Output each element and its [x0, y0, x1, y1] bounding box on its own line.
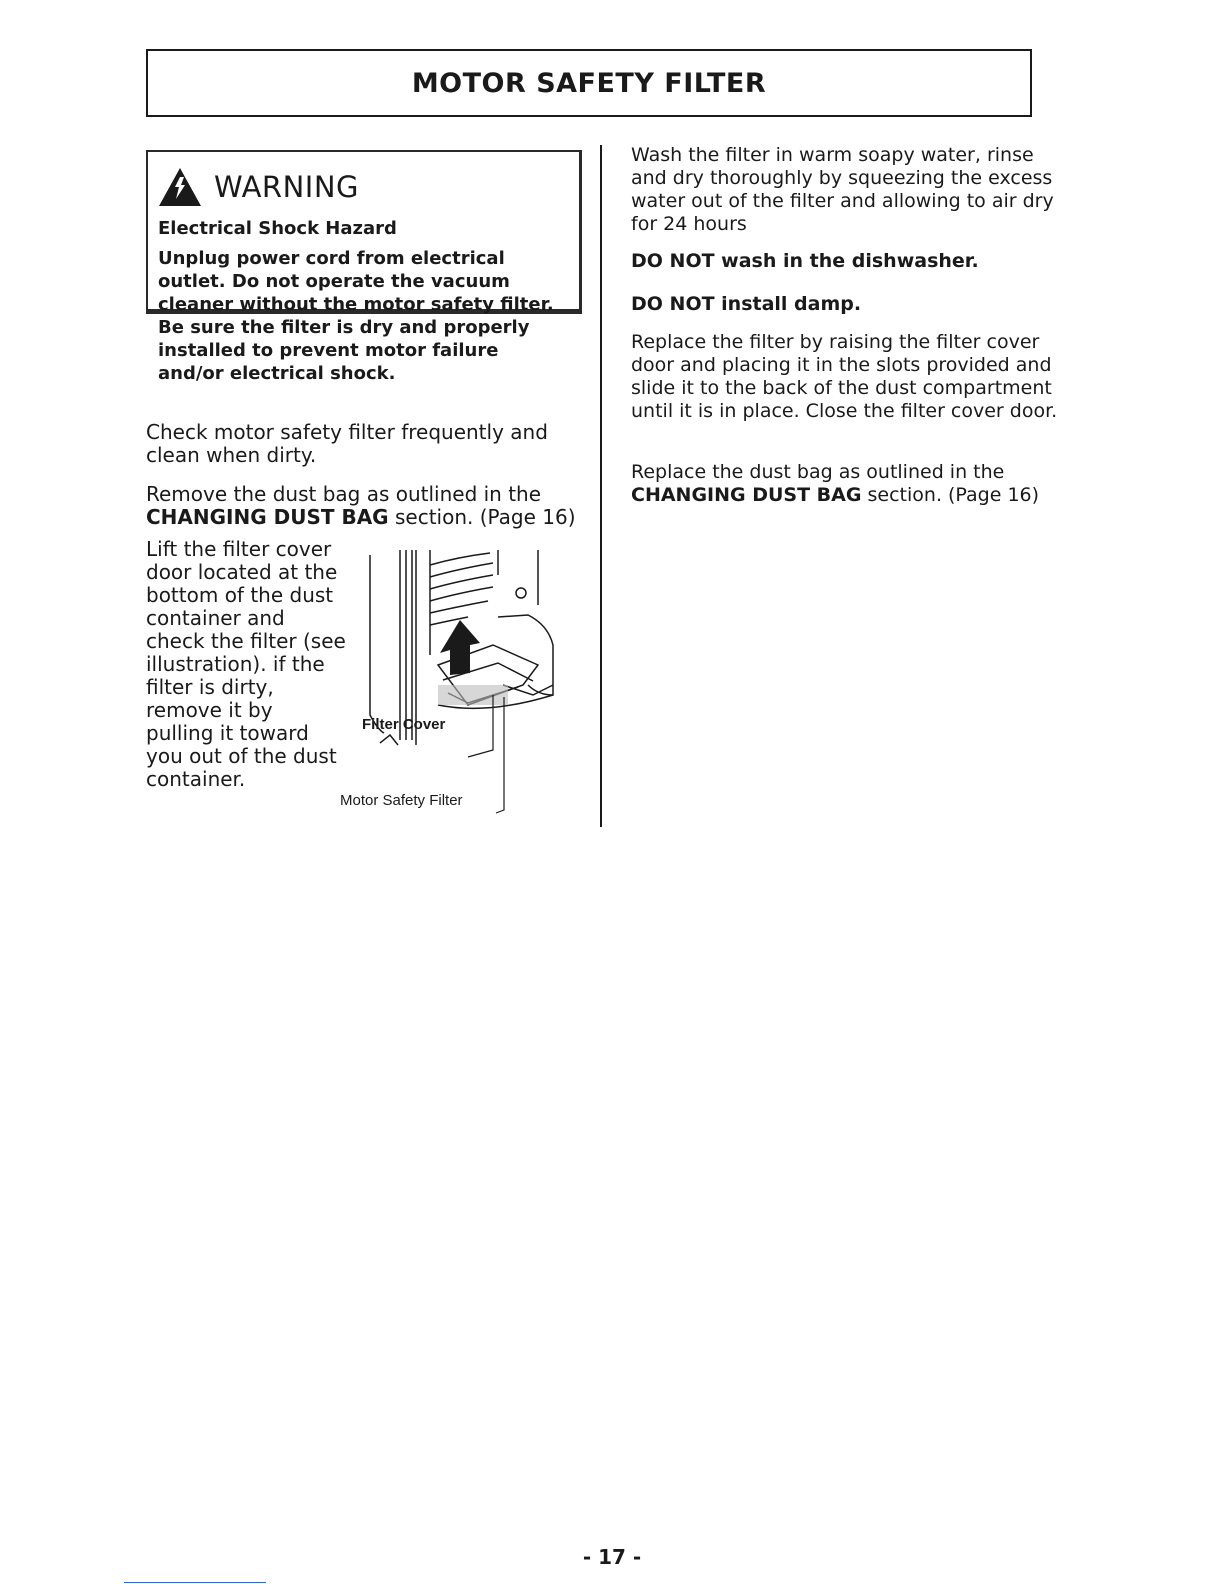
check-filter-paragraph: Check motor safety filter frequently and clean when dirty. [146, 420, 548, 467]
remove-dust-bag-text: Remove the dust bag as outlined in the [146, 482, 542, 506]
replace-dust-bag-tail: section. (Page 16) [867, 484, 1040, 506]
warning-header [158, 162, 567, 212]
replace-dust-bag-text: Replace the dust bag as outlined in the [631, 461, 1005, 483]
warning-subtitle: Electrical Shock Hazard [158, 218, 397, 239]
replace-dust-bag-paragraph [631, 461, 1071, 507]
remove-dust-bag-paragraph [146, 483, 586, 529]
warning-box [146, 150, 582, 384]
page-title: MOTOR SAFETY FILTER [411, 67, 767, 99]
title-box [146, 49, 1032, 117]
wash-filter-paragraph: Wash the filter in warm soapy water, rinse and dry thoroughly by squeezing the excess water out of the filter and allowing to air dry for 24 hours [631, 144, 1054, 235]
changing-dust-bag-reference-right: CHANGING DUST BAG [631, 484, 862, 506]
page-number: - 17 - [582, 1545, 642, 1569]
no-damp-warning: DO NOT install damp. [631, 293, 862, 315]
filter-cover-label: Filter Cover [362, 716, 446, 733]
warning-triangle-icon [158, 167, 202, 207]
remove-dust-bag-tail: section. (Page 16) [394, 505, 576, 529]
warning-title: WARNING [214, 170, 359, 204]
changing-dust-bag-reference: CHANGING DUST BAG [146, 505, 389, 529]
replace-filter-paragraph: Replace the filter by raising the filter cover door and placing it in the slots provided and slide it to the back of the dust compartment until it is in place. Close the filter cover door. [631, 331, 1058, 422]
corner-line [124, 1582, 266, 1583]
no-dishwasher-warning: DO NOT wash in the dishwasher. [631, 250, 979, 272]
motor-safety-filter-label: Motor Safety Filter [340, 792, 463, 809]
warning-body: Unplug power cord from electrical outlet. Do not operate the vacuum cleaner without the motor safety filter. Be sure the filter is dry and properly installed to prevent motor failure and/or electrical shock. [158, 248, 554, 384]
filter-illustration [338, 545, 568, 815]
lift-filter-cover-paragraph: Lift the filter cover door located at the bottom of the dust container and check the filter (see illustration). if the filter is dirty, remove it by pulling it toward you out of the dust container. [146, 537, 346, 791]
column-divider [600, 145, 602, 827]
